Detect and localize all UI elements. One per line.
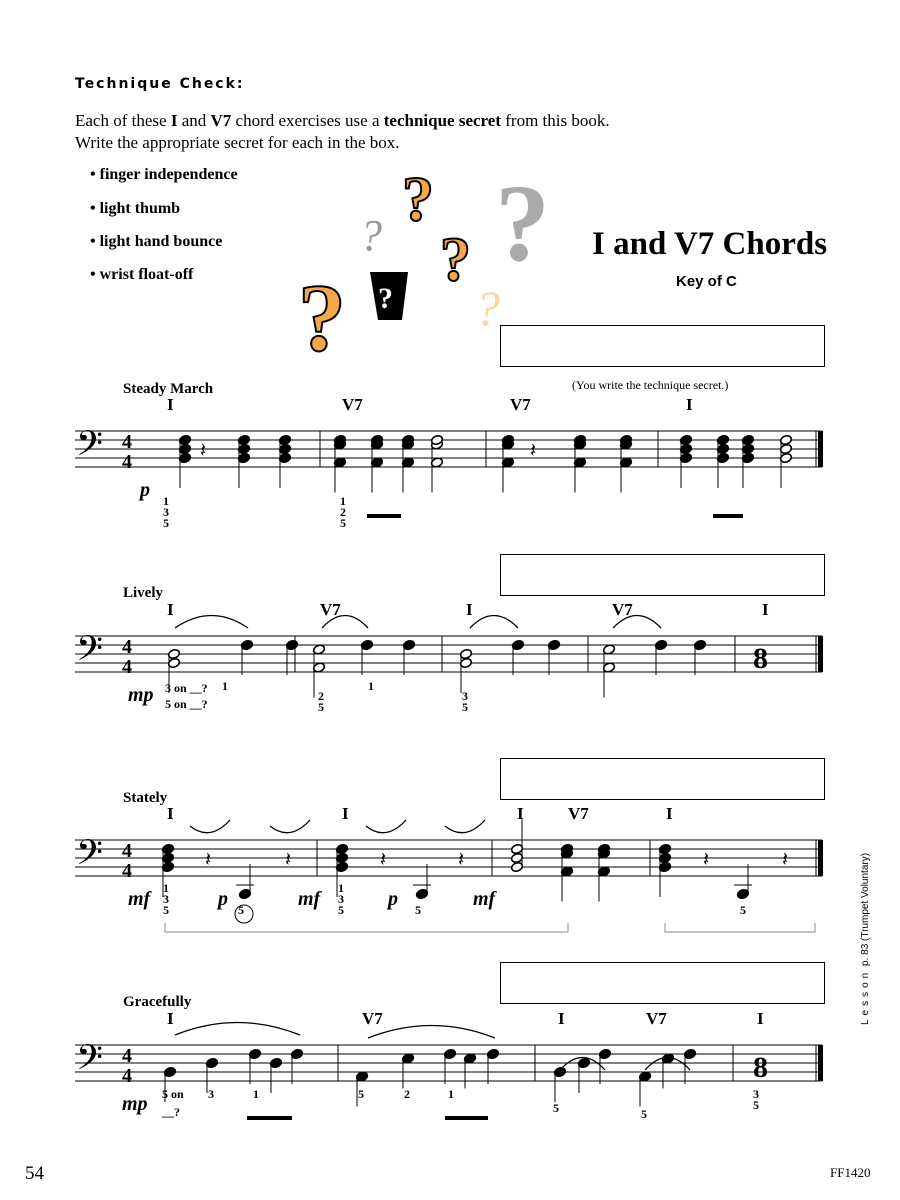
beam (445, 1116, 488, 1120)
svg-text:?: ? (402, 163, 434, 234)
time-signature: 4 (122, 636, 132, 658)
fingering: 1 (163, 881, 169, 895)
fingering: 5 (238, 903, 244, 917)
time-signature: 4 (122, 431, 132, 453)
svg-text:?: ? (360, 211, 382, 260)
time-signature: 4 (122, 840, 132, 862)
quarter-rest-icon: 𝄽 (200, 440, 207, 462)
quarter-rest-icon: 𝄽 (205, 849, 212, 871)
chord-symbol: I (167, 1009, 174, 1028)
fingering: 5 (462, 700, 468, 714)
fingering: 3 on __? (165, 681, 208, 695)
wrist-float-arrow-icon (270, 820, 310, 833)
chord-symbol: I (466, 600, 473, 619)
dynamic-marking: mf (298, 888, 321, 910)
quarter-rest-icon: 𝄽 (782, 849, 789, 871)
chord-symbol: I (517, 804, 524, 823)
fingering: 3 (163, 892, 169, 906)
secret-item: • finger independence (90, 166, 238, 183)
bass-clef-icon: 𝄢 (76, 1040, 104, 1086)
dynamic-marking: mp (122, 1093, 148, 1115)
svg-text:?: ? (378, 282, 393, 315)
fingering: 5 (163, 903, 169, 917)
bass-clef-icon: 𝄢 (76, 631, 104, 677)
fingering: 5 (740, 903, 746, 917)
quarter-rest-icon: 𝄽 (530, 440, 537, 462)
secret-item: • wrist float-off (90, 266, 194, 283)
fingering: 3 (338, 892, 344, 906)
fingering: 5 (318, 700, 324, 714)
chord-symbol: I (666, 804, 673, 823)
chord-symbol: V7 (362, 1009, 383, 1028)
lesson-reference: Lesson p. 83 (Trumpet Voluntary) (860, 852, 871, 1025)
chord-symbol: I (762, 600, 769, 619)
final-barline (818, 840, 823, 876)
fingering: __? (162, 1105, 180, 1119)
final-barline (818, 636, 823, 672)
chord-symbol: I (558, 1009, 565, 1028)
slur (368, 1026, 495, 1039)
chord-symbol: I (342, 804, 349, 823)
chord-symbol: V7 (510, 395, 531, 414)
fingering: 3 (163, 505, 169, 519)
bass-clef-icon: 𝄢 (76, 426, 104, 472)
fingering: 5 (338, 903, 344, 917)
page-title: I and V7 Chords (592, 226, 828, 262)
phrase-bracket (165, 923, 568, 932)
text: technique secret (383, 111, 501, 130)
beam (247, 1116, 292, 1120)
fingering: 1 (340, 494, 346, 508)
tempo-marking: Gracefully (123, 994, 192, 1010)
chord-symbol: I (167, 600, 174, 619)
quarter-rest-icon: 𝄽 (703, 849, 710, 871)
page-number: 54 (25, 1163, 44, 1184)
final-barline (818, 431, 823, 467)
fingering: 5 (553, 1101, 559, 1115)
phrase-bracket (665, 923, 815, 932)
time-signature: 4 (122, 860, 132, 882)
fingering: 5 (753, 1098, 759, 1112)
chord-symbol: V7 (612, 600, 633, 619)
fingering: 5 on (162, 1087, 184, 1101)
dynamic-marking: p (218, 888, 228, 910)
box-note: (You write the technique secret.) (572, 378, 729, 392)
tempo-marking: Steady March (123, 381, 214, 397)
whole-note-chord: 8 (753, 1051, 768, 1084)
quarter-rest-icon: 𝄽 (285, 849, 292, 871)
quarter-rest-icon: 𝄽 (380, 849, 387, 871)
wrist-float-arrow-icon (190, 820, 230, 833)
text: chord exercises use a (231, 111, 384, 130)
fingering: 1 (368, 679, 374, 693)
fingering: 1 (222, 679, 228, 693)
fingering: 1 (448, 1087, 454, 1101)
chord-symbol: I (167, 804, 174, 823)
chord-symbol: V7 (646, 1009, 667, 1028)
slur (470, 616, 518, 629)
text: and (177, 111, 211, 130)
fingering: 3 (462, 689, 468, 703)
chord-symbol: V7 (342, 395, 363, 414)
chord-symbol: I (757, 1009, 764, 1028)
quarter-rest-icon: 𝄽 (458, 849, 465, 871)
text: Write the appropriate secret for each in the box. (75, 133, 400, 152)
dynamic-marking: p (388, 888, 398, 910)
fingering: 1 (163, 494, 169, 508)
final-barline (818, 1045, 823, 1081)
time-signature: 4 (122, 656, 132, 678)
time-signature: 4 (122, 1045, 132, 1067)
fingering: 5 (415, 903, 421, 917)
slur (175, 1023, 300, 1036)
wrist-float-arrow-icon (445, 820, 485, 833)
text: from this book. (501, 111, 610, 130)
dynamic-marking: mp (128, 684, 154, 706)
dynamic-marking: mf (473, 888, 496, 910)
fingering: 5 (163, 516, 169, 530)
dynamic-marking: mf (128, 888, 151, 910)
tempo-marking: Lively (123, 585, 163, 601)
svg-text:?: ? (475, 280, 500, 336)
text: Each of these (75, 111, 171, 130)
secret-item: • light thumb (90, 200, 181, 217)
fingering: 2 (340, 505, 346, 519)
fingering: 2 (318, 689, 324, 703)
fingering: 5 (641, 1107, 647, 1121)
chord-symbol: V7 (568, 804, 589, 823)
time-signature: 4 (122, 1065, 132, 1087)
subtitle: Key of C (676, 273, 737, 290)
chord-symbol: I (167, 395, 174, 414)
chord-symbol: V7 (320, 600, 341, 619)
beam (713, 514, 743, 518)
svg-text:?: ? (440, 226, 471, 294)
fingering: 1 (338, 881, 344, 895)
beam (367, 514, 401, 518)
text: V7 (210, 111, 232, 130)
svg-text:?: ? (495, 162, 550, 284)
dynamic-marking: p (140, 479, 150, 501)
tempo-marking: Stately (123, 790, 168, 806)
fingering: 1 (253, 1087, 259, 1101)
section-heading: Technique Check: (75, 76, 245, 92)
bass-clef-icon: 𝄢 (76, 835, 104, 881)
svg-text:?: ? (298, 264, 346, 370)
fingering: 5 (358, 1087, 364, 1101)
book-code: FF1420 (830, 1165, 871, 1180)
slur (175, 616, 248, 629)
fingering: 3 (753, 1087, 759, 1101)
chord-symbol: I (686, 395, 693, 414)
fingering: 2 (404, 1087, 410, 1101)
time-signature: 4 (122, 451, 132, 473)
fingering: 5 on __? (165, 697, 208, 711)
secret-item: • light hand bounce (90, 233, 223, 250)
wrist-float-arrow-icon (366, 820, 406, 833)
text: I (170, 111, 178, 130)
whole-note-chord: 8 (753, 642, 768, 675)
fingering: 5 (340, 516, 346, 530)
fingering: 3 (208, 1087, 214, 1101)
